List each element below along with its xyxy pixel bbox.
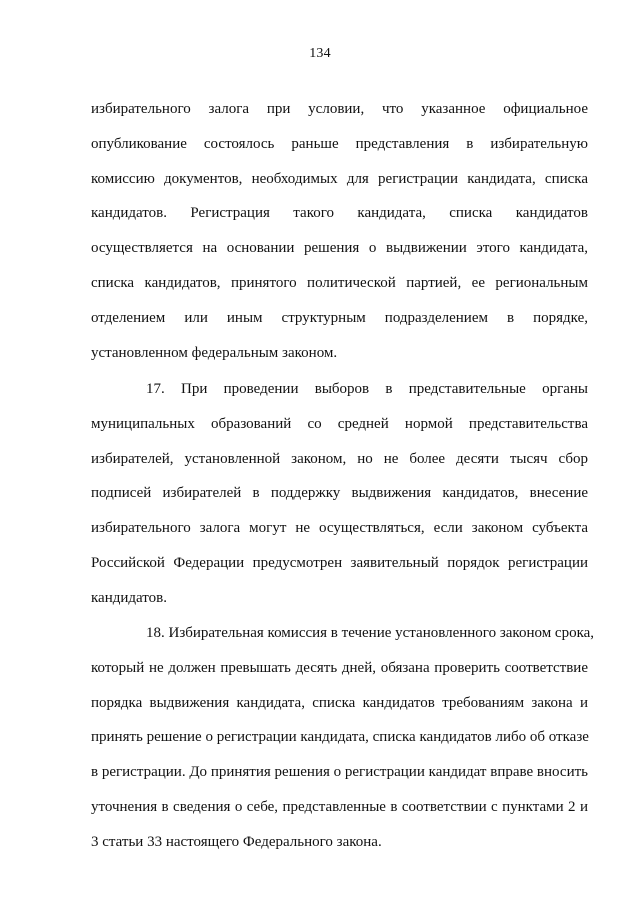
text-line: в регистрации. До принятия решения о регистрации кандидат вправе вносить bbox=[91, 764, 588, 781]
text-line: кандидатов. bbox=[91, 589, 167, 606]
page-number: 134 bbox=[309, 46, 331, 61]
text-line: принять решение о регистрации кандидата, списка кандидатов либо об отказе bbox=[91, 729, 589, 746]
text-line: порядка выдвижения кандидата, списка кандидатов требованиям закона и bbox=[91, 694, 588, 711]
text-line: подписей избирателей в поддержку выдвижения кандидатов, внесение bbox=[91, 485, 588, 502]
text-line: 3 статьи 33 настоящего Федерального закона. bbox=[91, 833, 382, 850]
text-line: осуществляется на основании решения о выдвижении этого кандидата, bbox=[91, 240, 588, 257]
text-line: установленном федеральным законом. bbox=[91, 344, 338, 361]
text-line: списка кандидатов, принятого политической партией, ее региональным bbox=[91, 274, 588, 291]
text-line: избирателей, установленной законом, но не более десяти тысяч сбор bbox=[91, 450, 588, 467]
text-line: отделением или иным структурным подразделением в порядке, bbox=[91, 309, 588, 326]
text-line: избирательного залога могут не осуществляться, если законом субъекта bbox=[91, 520, 588, 537]
text-line: муниципальных образований со средней нормой представительства bbox=[91, 415, 588, 432]
text-line: 17. При проведении выборов в представительные органы bbox=[146, 381, 588, 397]
text-line: опубликование состоялось раньше представления в избирательную bbox=[91, 135, 588, 152]
paragraph-continuation bbox=[91, 92, 588, 370]
paragraph-17 bbox=[91, 372, 588, 616]
text-line: кандидатов. Регистрация такого кандидата, списка кандидатов bbox=[91, 205, 588, 222]
text-line: Российской Федерации предусмотрен заявительный порядок регистрации bbox=[91, 554, 588, 571]
text-line: который не должен превышать десять дней, обязана проверить соответствие bbox=[91, 659, 588, 676]
text-line: комиссию документов, необходимых для регистрации кандидата, списка bbox=[91, 170, 588, 187]
text-line: 18. Избирательная комиссия в течение установленного законом срока, bbox=[146, 625, 595, 641]
paragraph-18 bbox=[91, 616, 595, 860]
text-line: уточнения в сведения о себе, представленные в соответствии с пунктами 2 и bbox=[91, 798, 588, 815]
text-line: избирательного залога при условии, что указанное официальное bbox=[91, 101, 588, 117]
